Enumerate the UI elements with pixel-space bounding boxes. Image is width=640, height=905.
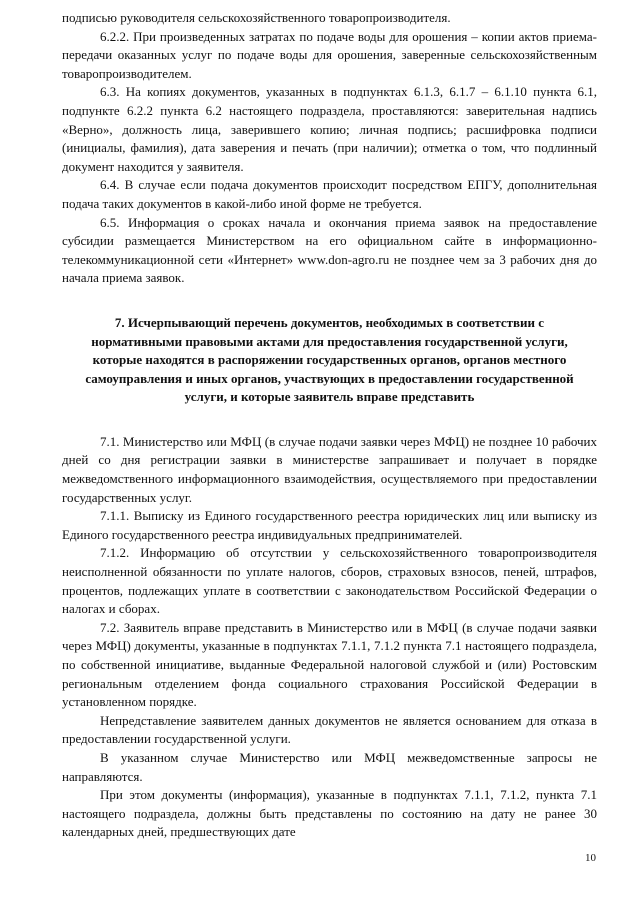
paragraph: подписью руководителя сельскохозяйственного товаропроизводителя. xyxy=(62,10,451,25)
page-number: 10 xyxy=(585,852,596,864)
paragraph: 7.2. Заявитель вправе представить в Министерство или в МФЦ (в случае подачи заявки через МФЦ) документы, указанные в подпунктах 7.1.1, 7.1.2 пункта 7.1 настоящего подраздела, по собственной инициативе, выданные Федеральной налоговой службой и (или) Ростовским региональным отделением фонда социального страхования Российской Федерации в установленном порядке. xyxy=(62,619,597,710)
paragraph: 6.3. На копиях документов, указанных в подпунктах 6.1.3, 6.1.7 – 6.1.10 пункта 6.1, подпункте 6.2.2 пункта 6.2 настоящего подраздела, проставляются: заверительная надпись «Верно», должность лица, заверившего копию; личная подпись; расшифровка подписи (инициалы, фамилия), дата заверения и печать (при наличии); отметка о том, что подлинный документ находится у заявителя. xyxy=(62,84,597,174)
paragraph: Непредставление заявителем данных документов не является основанием для отказа в предоставлении государственной услуги. xyxy=(62,712,597,747)
paragraph: При этом документы (информация), указанные в подпунктах 7.1.1, 7.1.2, пункта 7.1 настоящего подраздела, должны быть представлены по состоянию на дату не ранее 30 календарных дней, предшествующих дате xyxy=(62,787,597,840)
paragraph: 6.2.2. При произведенных затратах по подаче воды для орошения – копии актов приема-передачи оказанных услуг по подаче воды для орошения, заверенные сельскохозяйственным товаропроизводителем. xyxy=(62,28,597,81)
paragraph: 7.1.1. Выписку из Единого государственного реестра юридических лиц или выписку из Единого государственного реестра индивидуальных предпринимателей. xyxy=(62,508,597,542)
paragraph: 6.4. В случае если подача документов происходит посредством ЕПГУ, дополнительная подача таких документов в какой-либо иной форме не требуется. xyxy=(62,177,597,211)
paragraph: В указанном случае Министерство или МФЦ межведомственные запросы не направляются. xyxy=(62,749,597,784)
section-heading: 7. Исчерпывающий перечень документов, необходимых в соответствии с нормативными правовыми актами для предоставления государственной услуги, которые находятся в распоряжении государственных органов, органов местного самоуправления и иных органов, участвующих в предоставлении государственной услуги, и которые заявитель вправе представить xyxy=(85,314,574,405)
paragraph: 7.1.2. Информацию об отсутствии у сельскохозяйственного товаропроизводителя неисполненной обязанности по уплате налогов, сборов, страховых взносов, пеней, штрафов, процентов, подлежащих уплате в соответствии с законодательством Российской Федерации о налогах и сборах. xyxy=(62,545,597,617)
paragraph: 6.5. Информация о сроках начала и окончания приема заявок на предоставление субсидии размещается Министерством на его официальном сайте в информационно-телекоммуникационной сети «Интернет» www.don-agro.ru не позднее чем за 3 рабочих дня до начала приема заявок. xyxy=(62,214,597,286)
paragraph: 7.1. Министерство или МФЦ (в случае подачи заявки через МФЦ) не позднее 10 рабочих дней со дня регистрации заявки в министерстве запрашивает и получает в порядке межведомственного информационного взаимодействия, осуществляемого при предоставлении государственных услуг. xyxy=(62,433,597,505)
page-body xyxy=(62,9,597,842)
